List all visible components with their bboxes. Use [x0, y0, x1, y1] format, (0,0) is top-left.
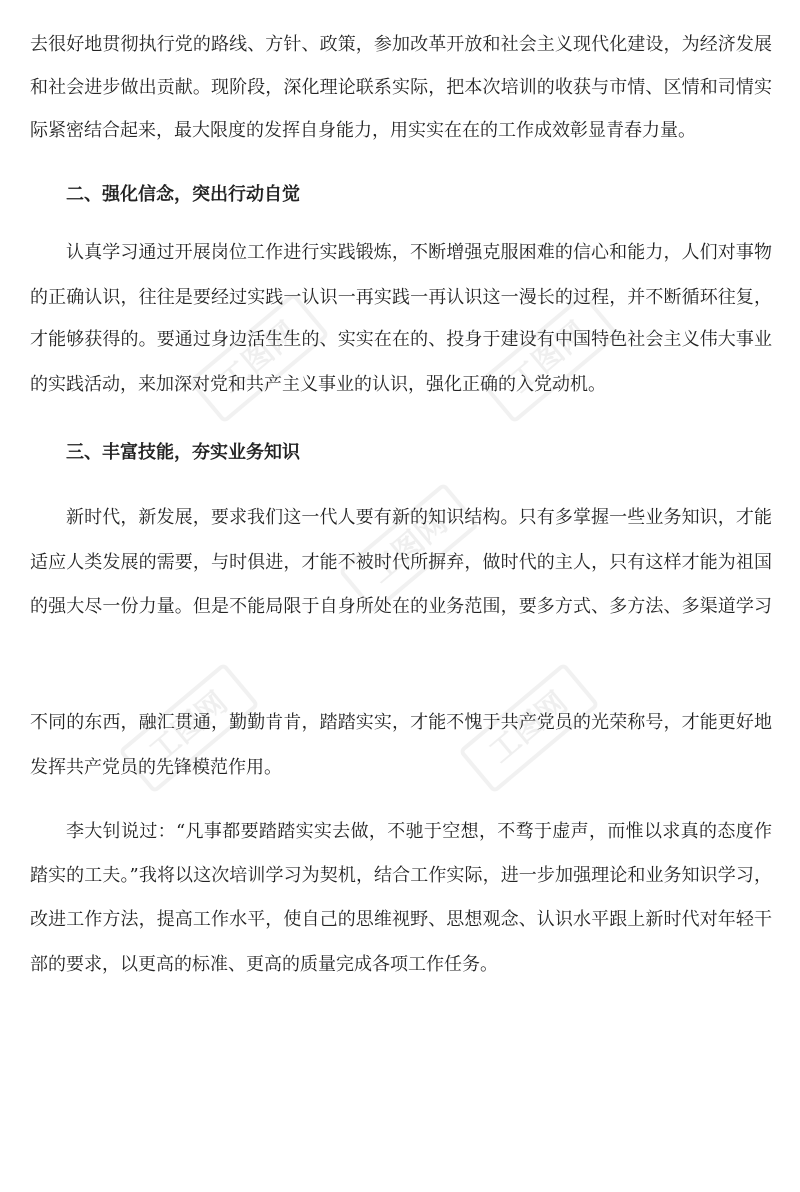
paragraph-3-line-1: 新时代，新发展，要求我们这一代人要有新的知识结构。只有多掌握一些业务知识，才能 — [66, 507, 772, 528]
paragraph-3-line-5: 发挥共产党员的先锋模范作用。 — [30, 757, 282, 778]
watermark: 工图网 — [458, 662, 600, 794]
paragraph-1-line-1: 去很好地贯彻执行党的路线、方针、政策，参加改革开放和社会主义现代化建设，为经济发展 — [30, 34, 772, 55]
paragraph-1-line-2: 和社会进步做出贡献。现阶段，深化理论联系实际，把本次培训的收获与市情、区情和司情实 — [30, 77, 772, 98]
watermark: 工图网 — [188, 292, 330, 424]
watermark: 工图网 — [118, 662, 260, 794]
paragraph-4-line-3: 改进工作方法，提高工作水平，使自己的思维视野、思想观念、认识水平跟上新时代对年轻干 — [30, 909, 772, 930]
paragraph-2-line-3: 才能够获得的。要通过身边活生生的、实实在在的、投身于建设有中国特色社会主义伟大事业 — [30, 329, 772, 350]
section-heading-3: 三、丰富技能，夯实业务知识 — [66, 442, 300, 463]
paragraph-3-line-3: 的强大尽一份力量。但是不能局限于自身所处在的业务范围，要多方式、多方法、多渠道学习 — [30, 596, 772, 617]
paragraph-4-line-1: 李大钊说过：“凡事都要踏踏实实去做，不驰于空想，不骛于虚声，而惟以求真的态度作 — [66, 821, 772, 842]
watermark: 工图网 — [478, 292, 620, 424]
paragraph-4-line-2: 踏实的工夫。”我将以这次培训学习为契机，结合工作实际，进一步加强理论和业务知识学习， — [30, 865, 772, 886]
watermark: 工图网 — [338, 482, 480, 614]
paragraph-2-line-4: 的实践活动，来加深对党和共产主义事业的认识，强化正确的入党动机。 — [30, 374, 606, 395]
section-heading-2: 二、强化信念，突出行动自觉 — [66, 184, 300, 205]
paragraph-2-line-2: 的正确认识，往往是要经过实践一认识一再实践一再认识这一漫长的过程，并不断循环往复， — [30, 287, 772, 308]
paragraph-1-line-3: 际紧密结合起来，最大限度的发挥自身能力，用实实在在的工作成效彰显青春力量。 — [30, 120, 696, 141]
paragraph-2-line-1: 认真学习通过开展岗位工作进行实践锻炼，不断增强克服困难的信心和能力，人们对事物 — [66, 242, 772, 263]
paragraph-3-line-4: 不同的东西，融汇贯通，勤勤肯肯，踏踏实实，才能不愧于共产党员的光荣称号，才能更好地 — [30, 712, 772, 733]
paragraph-3-line-2: 适应人类发展的需要，与时俱进，才能不被时代所摒弃，做时代的主人，只有这样才能为祖国 — [30, 552, 772, 573]
paragraph-4-line-4: 部的要求，以更高的标准、更高的质量完成各项工作任务。 — [30, 954, 498, 975]
